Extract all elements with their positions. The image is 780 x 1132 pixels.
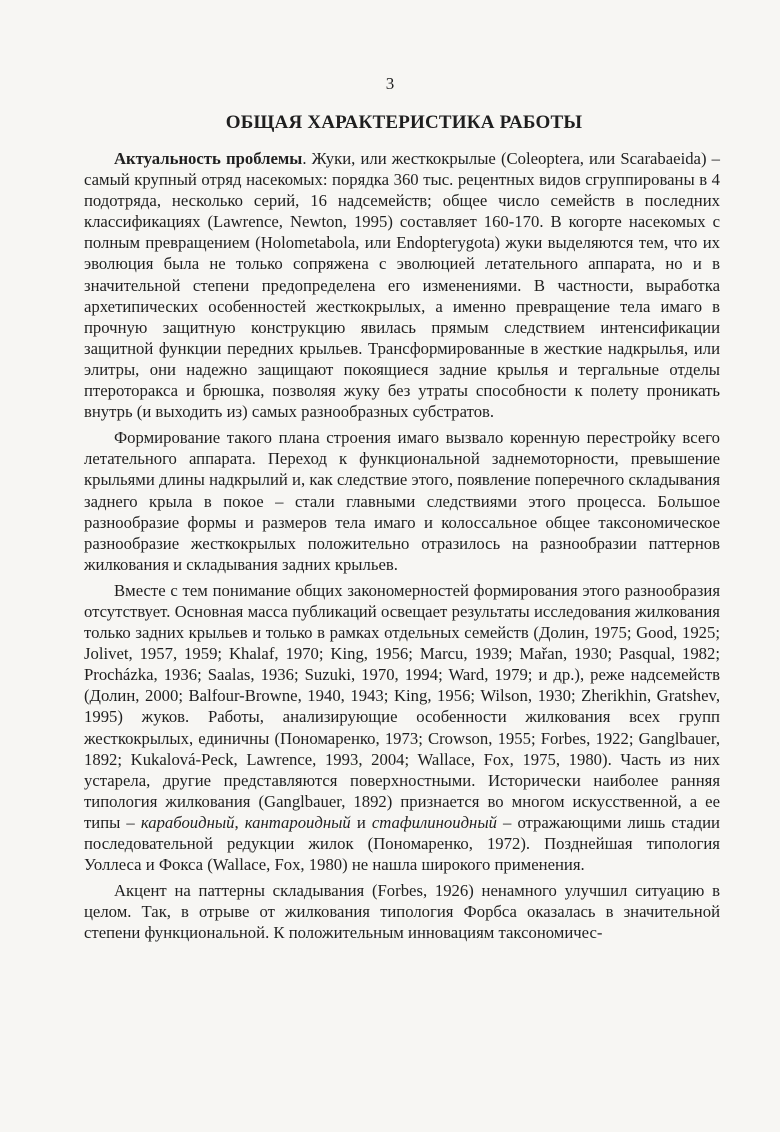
separator-text: и — [350, 812, 372, 832]
page-number: 3 — [385, 74, 395, 93]
document-body — [84, 148, 720, 948]
paragraph-lead-term: Актуальность проблемы — [114, 149, 303, 168]
paragraph-relevance — [84, 148, 720, 422]
separator-text: , — [234, 812, 245, 832]
paragraph-folding-patterns: Акцент на паттерны складывания (Forbes, 1926) ненамного улучшил ситуацию в целом. Так, в отрыве от жилкования типология Форбса оказалась в значительной степени функциональной. К положительным инновациям таксономичес- — [84, 881, 720, 943]
page-title: ОБЩАЯ ХАРАКТЕРИСТИКА РАБОТЫ — [225, 112, 583, 133]
paragraph-text: . Жуки, или жесткокрылые (Coleoptera, или Scarabaeida) – самый крупный отряд насекомых: порядка 360 тыс. рецентных видов сгруппированы в 4 подотряда, несколько серий, 16 надсемейств; общее число семейств в последних классификациях (Lawrence, Newton, 1995) составляет 160-170. В когорте насекомых с полным превращением (Holometabola, или Endopterygota) жуки выделяются тем, что их эволюция была не только сопряжена с эволюцией летательного аппарата, но и в значительной степени предопределена его изменениями. В частности, выработка архетипических особенностей жесткокрылых, а именно превращение тела имаго в прочную защитную конструкцию явилась прямым следствием интенсификации защитной функции передних крыльев. Трансформированные в жесткие надкрылья, или элитры, они надежно защищают покоящиеся задние крылья и тергальные отделы птероторакса и брюшка, позволяя жуку без утраты способности к полету проникать внутрь (и выходить из) самых разнообразных субстратов. — [84, 149, 720, 422]
paragraph-text: Вместе с тем понимание общих закономерностей формирования этого разнообразия отсутствует. Основная масса публикаций освещает результаты исследования жилкования только задних крыльев и только в рамках отдельных семейств (Долин, 1975; Good, 1925; Jolivet, 1957, 1959; Khalaf, 1970; King, 1956; Marcu, 1939; Mařan, 1930; Pasqual, 1982; Procházka, 1936; Saalas, 1936; Suzuki, 1970, 1994; Ward, 1979; и др.), реже надсемейств (Долин, 2000; Balfour-Browne, 1940, 1943; King, 1956; Wilson, 1930; Zherikhin, Gratshev, 1995) жуков. Работы, анализирующие особенности жилкования всех групп жесткокрылых, единичны (Пономаренко, 1973; Crowson, 1955; Forbes, 1922; Ganglbauer, 1892; Kukalová-Peck, Lawrence, 1993, 2004; Wallace, Fox, 1975, 1980). Часть из них устарела, другие представляются поверхностными. Исторически наиболее ранняя типология жилкования (Ganglbauer, 1892) признается во многом искусственной, а ее типы – — [84, 580, 720, 832]
paragraph-venation-studies — [84, 580, 720, 875]
italic-term-cantharoid: кантароидный — [244, 812, 351, 832]
italic-term-carabid: карабоидный — [140, 812, 235, 832]
italic-term-staphylinoid: стафилиноидный — [371, 812, 497, 832]
paragraph-body-plan: Формирование такого плана строения имаго вызвало коренную перестройку всего летательного аппарата. Переход к функциональной заднемоторности, превышение крыльями длины надкрылий и, как следствие этого, появление поперечного складывания заднего крыла в покое – стали главными следствиями этого процесса. Большое разнообразие формы и размеров тела имаго и колоссальное общее таксономическое разнообразие жесткокрылых положительно отразилось на разнообразии паттернов жилкования и складывания задних крыльев. — [84, 428, 720, 574]
paragraph-text: – отражающими лишь стадии последовательной редукции жилок (Пономаренко, 1972). Позднейшая типология Уоллеса и Фокса (Wallace, Fox, 1980) не нашла широкого применения. — [84, 812, 720, 875]
